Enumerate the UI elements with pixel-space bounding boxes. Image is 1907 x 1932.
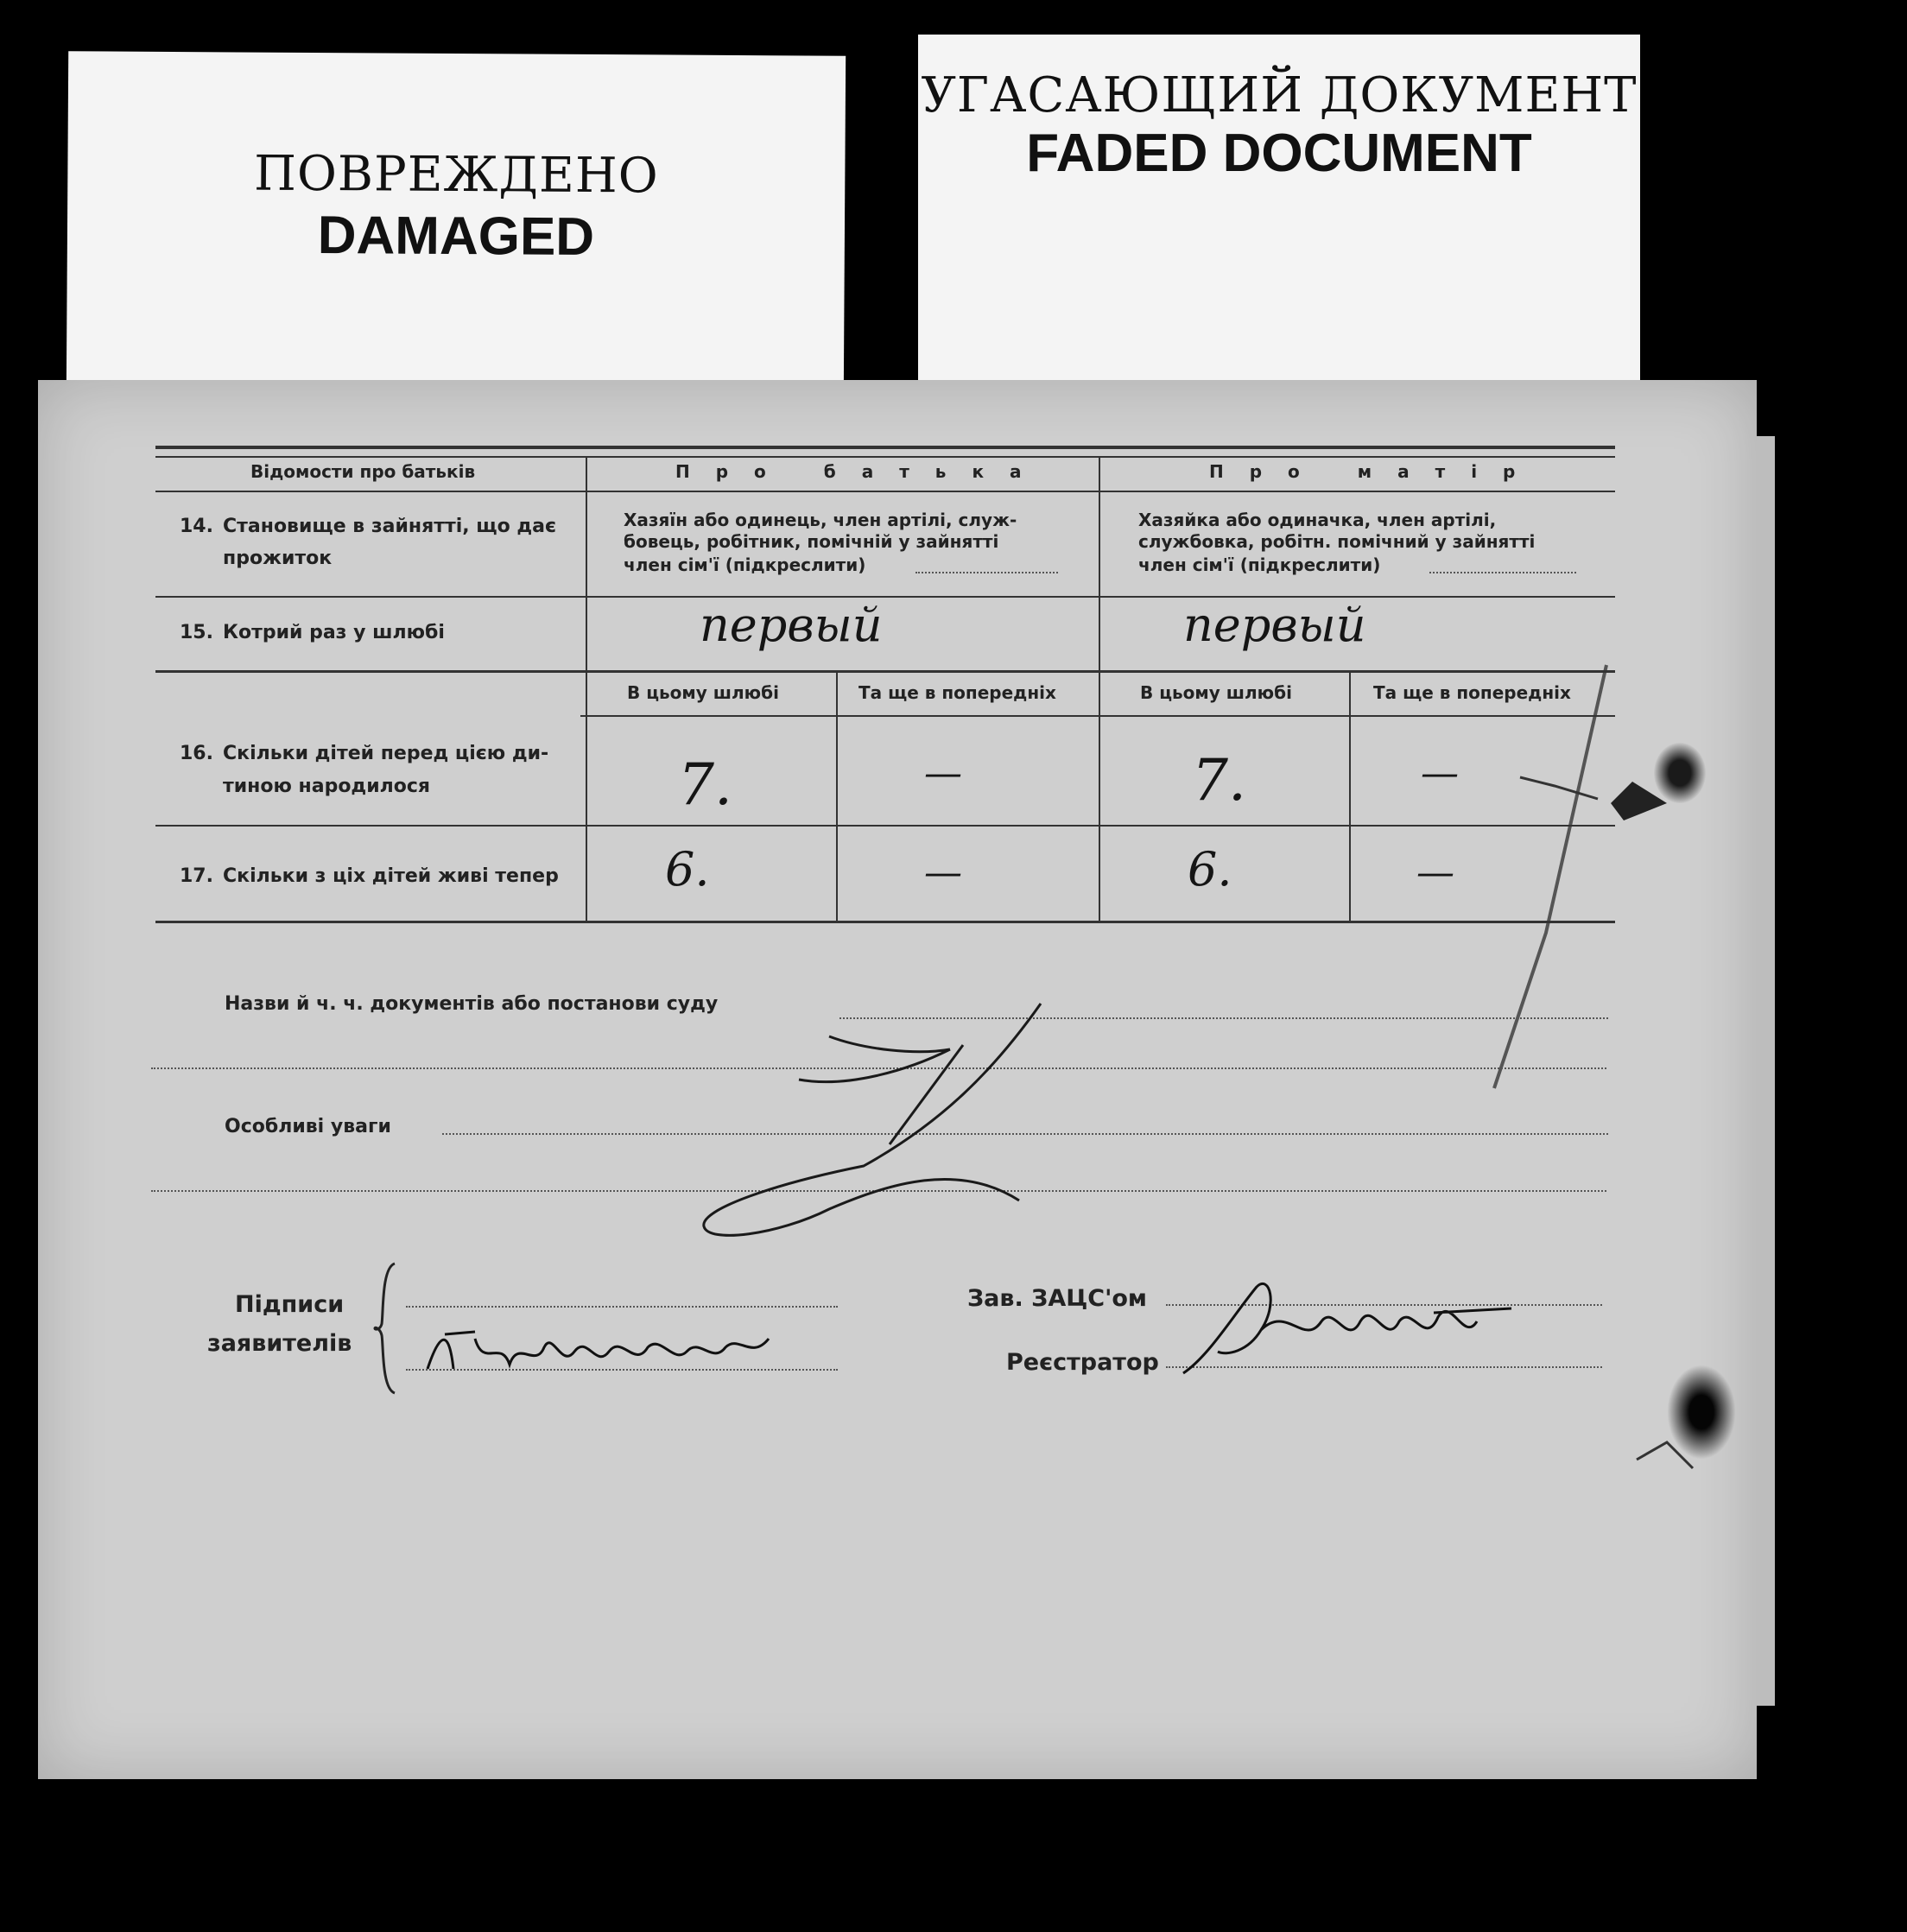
head-label: Зав. ЗАЦС'ом bbox=[967, 1285, 1147, 1312]
header-about-father: Про батька bbox=[675, 461, 1048, 482]
header-about-mother: Про матір bbox=[1209, 461, 1542, 482]
faded-label-ru: УГАСАЮЩИЙ ДОКУМЕНТ bbox=[921, 67, 1638, 124]
row15-number: 15. bbox=[180, 622, 213, 643]
row16-number: 16. bbox=[180, 743, 213, 764]
subheader-mother-previous: Та ще в попередніх bbox=[1373, 682, 1571, 703]
signatures-label-cont: заявителів bbox=[207, 1330, 352, 1357]
row15-mother-handwritten: первый bbox=[1183, 598, 1366, 652]
header-parents-info: Відомости про батьків bbox=[250, 461, 476, 482]
row17-father-this: 6. bbox=[665, 842, 710, 896]
row16-father-this: 7. bbox=[678, 751, 732, 818]
signatures-label: Підписи bbox=[235, 1291, 345, 1318]
signatures-brace bbox=[373, 1259, 399, 1397]
subheader-father-previous: Та ще в попередніх bbox=[858, 682, 1056, 703]
row14-number: 14. bbox=[180, 516, 213, 537]
row17-mother-previous: — bbox=[1416, 851, 1454, 895]
row16-mother-previous: — bbox=[1421, 751, 1459, 795]
registrar-signature bbox=[1175, 1270, 1537, 1382]
damaged-label-ru: ПОВРЕЖДЕНО bbox=[253, 145, 659, 205]
registrar-label: Реєстратор bbox=[1006, 1349, 1159, 1376]
subheader-mother-this: В цьому шлюбі bbox=[1140, 682, 1292, 703]
row14-mother-options-cont: службовка, робітн. помічний у зайнятті bbox=[1138, 531, 1536, 552]
row14-father-options-cont: бовець, робітник, помічній у зайнятті bbox=[624, 531, 999, 552]
row14-label: Становище в зайнятті, що дає bbox=[223, 516, 557, 537]
row17-mother-this: 6. bbox=[1188, 842, 1232, 896]
row17-label: Скільки з ціх дітей живі тепер bbox=[223, 865, 559, 887]
damaged-label-en: DAMAGED bbox=[317, 206, 595, 267]
row17-number: 17. bbox=[180, 865, 213, 887]
faded-label-en: FADED DOCUMENT bbox=[1026, 124, 1532, 183]
row15-label: Котрий раз у шлюбі bbox=[223, 622, 445, 643]
row16-father-previous: — bbox=[924, 751, 962, 795]
row16-label: Скільки дітей перед цією ди- bbox=[223, 743, 549, 764]
row15-father-handwritten: первый bbox=[700, 598, 883, 652]
row16-label-cont: тиною народилося bbox=[223, 776, 431, 797]
row14-mother-options-cont: член сім'ї (підкреслити) bbox=[1138, 554, 1381, 575]
row14-label-cont: прожиток bbox=[223, 548, 333, 569]
row14-father-options-cont: член сім'ї (підкреслити) bbox=[624, 554, 866, 575]
row16-mother-this: 7. bbox=[1192, 747, 1246, 814]
fill-line bbox=[406, 1306, 838, 1308]
row14-mother-options: Хазяйка або одиначка, член артілі, bbox=[1138, 510, 1497, 530]
row17-father-previous: — bbox=[924, 851, 962, 895]
row14-father-options: Хазяїн або одинець, член артілі, служ- bbox=[624, 510, 1017, 530]
special-notes-label: Особливі уваги bbox=[225, 1116, 391, 1137]
subheader-father-this: В цьому шлюбі bbox=[627, 682, 779, 703]
applicant-signature bbox=[423, 1321, 786, 1382]
documents-label: Назви й ч. ч. документів або постанови суду bbox=[225, 993, 719, 1015]
